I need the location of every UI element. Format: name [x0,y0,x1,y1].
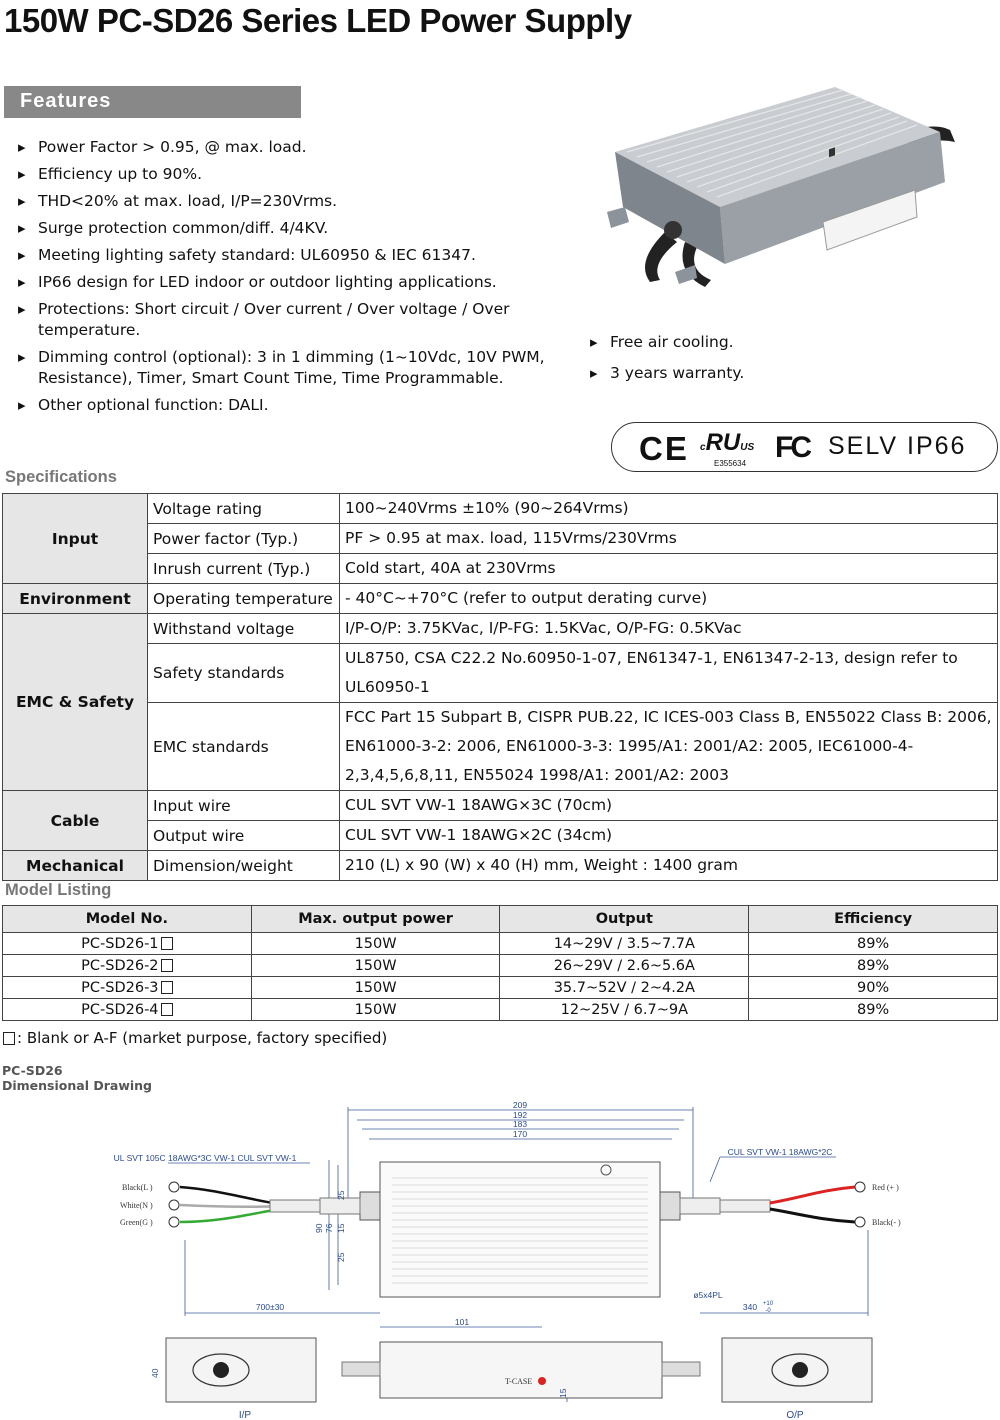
dim-170: 170 [512,1129,528,1139]
spec-value: I/P-O/P: 3.75KVac, I/P-FG: 1.5KVac, O/P-FG: 0.5KVac [340,614,998,644]
ce-mark: CE [639,430,689,467]
spec-item: Voltage rating [148,494,340,524]
suffix-box [161,981,173,994]
spec-category: Input [3,494,148,584]
feature-item: ▸ Other optional function: DALI. [8,395,578,416]
spec-value: CUL SVT VW-1 18AWG×3C (70cm) [340,791,998,821]
model-listing-heading: Model Listing [5,881,112,899]
column-header: Max. output power [251,906,500,933]
feature-item: ▸ Power Factor > 0.95, @ max. load. [8,137,578,158]
selv-ip66-text: SELV IP66 [828,432,967,460]
spec-item: Input wire [148,791,340,821]
dim-183: 183 [512,1119,528,1129]
op-label: O/P [786,1410,804,1420]
tcase-marker [538,1377,546,1385]
dimensional-drawing [100,1097,930,1420]
dim-25-bottom: 25 [336,1252,346,1262]
table-row [3,955,998,977]
table-cell: 89% [749,955,998,977]
table-cell: 150W [251,955,500,977]
spec-value: Cold start, 40A at 230Vrms [340,554,998,584]
spec-value: - 40°C~+70°C (refer to output derating curve) [340,584,998,614]
spec-value: 210 (L) x 90 (W) x 40 (H) mm, Weight : 1400 gram [340,851,998,881]
table-cell: 150W [251,999,500,1021]
spec-value: 100~240Vrms ±10% (90~264Vrms) [340,494,998,524]
column-header: Model No. [3,906,252,933]
ip-label: I/P [238,1410,252,1420]
feature-item: ▸ Meeting lighting safety standard: UL60950 & IEC 61347. [8,245,578,266]
model-number: PC-SD26-2 [81,957,159,974]
model-number: PC-SD26-4 [81,1001,159,1018]
product-photo [605,82,965,302]
table-cell: 90% [749,977,998,999]
spec-item: Output wire [148,821,340,851]
dim-90: 90 [314,1223,324,1233]
table-row [3,999,998,1021]
dim-192: 192 [512,1110,528,1120]
feature-item: ▸ Dimming control (optional): 3 in 1 dimming (1~10Vdc, 10V PWM, Resistance), Timer, Smart Count Time, Time Programmable. [8,347,578,389]
drawing-model: PC-SD26 [2,1063,63,1078]
features-list-right [580,332,900,394]
feature-item: ▸ Free air cooling. [580,332,900,353]
feature-item: ▸ 3 years warranty. [580,363,900,384]
features-list-left [8,137,578,422]
table-cell: 89% [749,999,998,1021]
feature-item: ▸ IP66 design for LED indoor or outdoor lighting applications. [8,272,578,293]
suffix-box [161,937,173,950]
column-header: Output [500,906,749,933]
wire-green-g: Green(G ) [120,1218,153,1227]
spec-item: Operating temperature [148,584,340,614]
specifications-heading: Specifications [5,468,117,486]
table-cell: 35.7~52V / 2~4.2A [500,977,749,999]
specifications-table [2,493,998,881]
output-cable-label: CUL SVT VW-1 18AWG*2C [727,1147,833,1157]
page-title: 150W PC-SD26 Series LED Power Supply [4,2,632,39]
table-row [3,933,998,955]
output-length-label: 340 [742,1302,758,1312]
spec-item: Dimension/weight [148,851,340,881]
model-number: PC-SD26-3 [81,979,159,996]
certification-marks [611,422,998,472]
suffix-box [3,1032,15,1045]
spec-category: EMC & Safety [3,614,148,791]
ul-mark: cRUUS [700,429,755,456]
spec-value: CUL SVT VW-1 18AWG×2C (34cm) [340,821,998,851]
model-table [2,905,998,1021]
dim-25-top: 25 [336,1190,346,1200]
dim-40: 40 [150,1368,160,1378]
model-footnote: : Blank or A-F (market purpose, factory specified) [3,1029,387,1047]
dim-209: 209 [512,1100,528,1110]
feature-item: ▸ THD<20% at max. load, I/P=230Vrms. [8,191,578,212]
table-cell: 89% [749,933,998,955]
table-cell: 150W [251,933,500,955]
model-number: PC-SD26-1 [81,935,159,952]
wire-red-plus: Red (+ ) [872,1183,899,1192]
table-cell: 14~29V / 3.5~7.7A [500,933,749,955]
feature-item: ▸ Efficiency up to 90%. [8,164,578,185]
tcase-label: T-CASE [505,1377,533,1386]
spec-value: FCC Part 15 Subpart B, CISPR PUB.22, IC ICES-003 Class B, EN55022 Class B: 2006, EN61000-3-2: 2006, EN61000-3-3: 1995/A1: 2001/A2: 2005, IEC61000-4-2,3,4,5,6,8,11, EN55024 1998/A1: 2001/A2: 2003 [340,703,998,791]
spec-item: Withstand voltage [148,614,340,644]
input-cable-label: UL SVT 105C 18AWG*3C VW-1 CUL SVT VW-1 [113,1153,297,1163]
spec-item: Power factor (Typ.) [148,524,340,554]
table-cell: 26~29V / 2.6~5.6A [500,955,749,977]
suffix-box [161,1003,173,1016]
dim-15: 15 [558,1388,568,1398]
suffix-box [161,959,173,972]
feature-item: ▸ Surge protection common/diff. 4/4KV. [8,218,578,239]
wire-black-minus: Black(- ) [872,1218,901,1227]
spec-item: Safety standards [148,644,340,703]
drawing-title [2,1063,152,1093]
spec-item: EMC standards [148,703,340,791]
drawing-subtitle: Dimensional Drawing [2,1078,152,1093]
column-header: Efficiency [749,906,998,933]
spec-value: UL8750, CSA C22.2 No.60950-1-07, EN61347-1, EN61347-2-13, design refer to UL60950-1 [340,644,998,703]
features-heading: Features [4,86,301,118]
feature-item: ▸ Protections: Short circuit / Over current / Over voltage / Over temperature. [8,299,578,341]
dim-76: 76 [324,1223,334,1233]
spec-item: Inrush current (Typ.) [148,554,340,584]
table-cell: 150W [251,977,500,999]
table-cell: 12~25V / 6.7~9A [500,999,749,1021]
table-row [3,977,998,999]
tolerance-minus: -0 [765,1308,771,1314]
dim-15-side: 15 [336,1223,346,1233]
dim-101: 101 [454,1317,470,1327]
hole-label: ø5x4PL [693,1290,723,1300]
input-length-label: 700±30 [255,1302,285,1312]
wire-black-l: Black(L ) [122,1183,153,1192]
wire-white-n: White(N ) [120,1201,153,1210]
fcc-mark: FC [775,431,809,464]
ul-file-number: E355634 [714,459,747,468]
spec-category: Mechanical [3,851,148,881]
spec-value: PF > 0.95 at max. load, 115Vrms/230Vrms [340,524,998,554]
spec-category: Cable [3,791,148,851]
tolerance-plus: +10 [762,1301,774,1307]
spec-category: Environment [3,584,148,614]
